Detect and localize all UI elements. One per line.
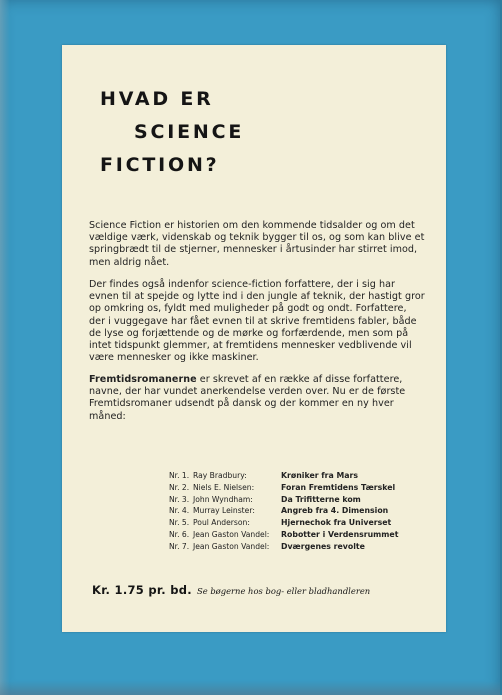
paragraph-series	[89, 374, 425, 423]
book-author: Murray Leinster:	[193, 506, 255, 516]
book-author: Niels E. Nielsen:	[193, 482, 255, 492]
retailer-note: Se bøgerne hos bog- eller bladhandleren	[196, 586, 371, 596]
price-label: Kr. 1.75 pr. bd.	[92, 583, 192, 597]
book-number: Nr. 4.	[169, 506, 190, 516]
book-number: Nr. 7.	[169, 541, 190, 551]
list-item	[169, 470, 429, 482]
list-item	[169, 505, 429, 517]
list-item	[169, 517, 429, 529]
paragraph-intro: Science Fiction er historien om den kommende tidsalder og om det vældige værk, videnskab og teknik bygger til os, og som kan blive et springbrædt til de stjerner, mennesker i årtusinder har stirret imod, men aldrig nået.	[89, 220, 425, 268]
book-title: Hjernechok fra Universet	[281, 518, 392, 528]
book-number: Nr. 2.	[169, 482, 190, 492]
cover-edge-wear	[0, 0, 10, 695]
text-panel	[62, 45, 446, 632]
book-author: Jean Gaston Vandel:	[193, 541, 270, 551]
book-title: Robotter i Verdensrummet	[281, 529, 399, 539]
book-author: Poul Anderson:	[193, 518, 250, 528]
list-item	[169, 541, 429, 553]
book-title: Dværgenes revolte	[281, 541, 365, 551]
series-description: er skrevet af en række af disse forfattere, navne, der har vundet anerkendelse verden over. Nu er de første Fremtidsromaner udsendt på dansk og der kommer en ny hver måned:	[89, 374, 406, 422]
book-author: John Wyndham:	[193, 494, 253, 504]
book-title: Angreb fra 4. Dimension	[281, 506, 389, 516]
book-title: Foran Fremtidens Tærskel	[281, 482, 396, 492]
book-title: Krøniker fra Mars	[281, 471, 359, 480]
list-item	[169, 482, 429, 494]
book-number: Nr. 6.	[169, 529, 190, 539]
cover-bottom-wear	[0, 681, 500, 695]
list-item	[169, 494, 429, 506]
heading-line-2: SCIENCE	[134, 121, 245, 143]
book-title: Da Trifitterne kom	[281, 494, 361, 504]
heading-line-1: HVAD ER	[100, 88, 214, 110]
paragraph-authors: Der findes også indenfor science-fiction forfattere, der i sig har evnen til at spejde og lytte ind i den jungle af teknik, der hastigt gror op omkring os, fyldt med muligheder på godt og ondt. Forfattere, der i vuggegave har fået evnen til at skrive fremtidens fabler, både de lyse og forjættende og de mørke og forfærdende, men som på intet tidspunkt glemmer, at fremtidens mennesker vedblivende vil være mennesker og ikke maskiner.	[89, 279, 425, 364]
book-number: Nr. 3.	[169, 494, 190, 504]
book-author: Jean Gaston Vandel:	[193, 529, 270, 539]
price-line	[92, 579, 370, 598]
book-number: Nr. 5.	[169, 518, 190, 528]
series-name: Fremtidsromanerne	[89, 374, 197, 385]
heading-line-3: FICTION?	[100, 154, 220, 176]
book-number: Nr. 1.	[169, 471, 190, 480]
book-list	[169, 470, 429, 553]
book-author: Ray Bradbury:	[193, 471, 247, 480]
list-item	[169, 529, 429, 541]
